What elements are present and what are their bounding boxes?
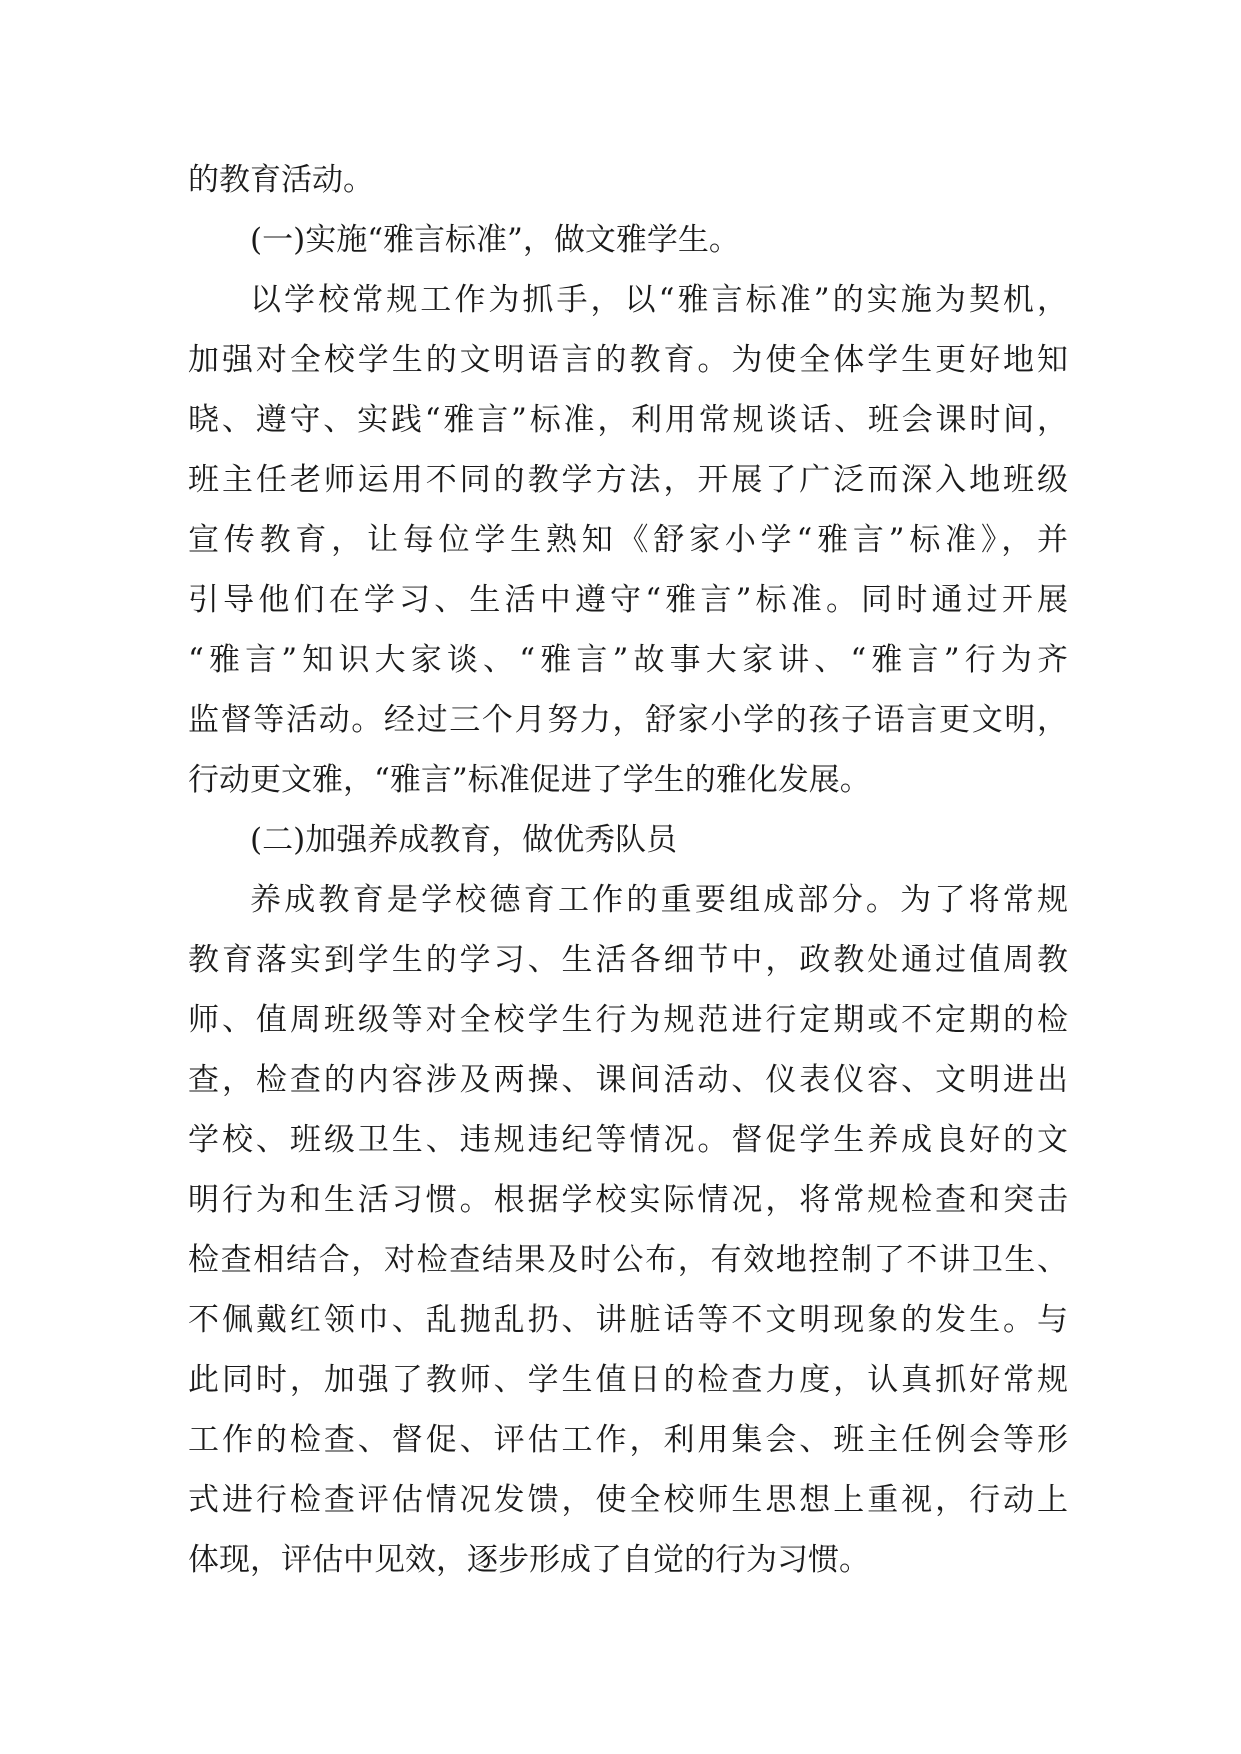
section-heading: (一)实施“雅言标准”，做文雅学生。 [250,222,740,258]
text-line: 此同时，加强了教师、学生值日的检查力度，认真抓好常规 [188,1362,1068,1398]
text-line: 监督等活动。经过三个月努力，舒家小学的孩子语言更文明， [188,702,1068,738]
text-line: 学校、班级卫生、违规违纪等情况。督促学生养成良好的文 [188,1122,1068,1158]
text-line: 引导他们在学习、生活中遵守“雅言”标准。同时通过开展 [188,582,1068,618]
text-line: 加强对全校学生的文明语言的教育。为使全体学生更好地知 [188,342,1068,378]
section-heading: (二)加强养成教育，做优秀队员 [250,822,678,858]
text-line: 明行为和生活习惯。根据学校实际情况，将常规检查和突击 [188,1182,1068,1218]
document-body [188,150,1068,1590]
text-line: 的教育活动。 [188,162,374,198]
text-line: 师、值周班级等对全校学生行为规范进行定期或不定期的检 [188,1002,1068,1038]
text-line: 体现，评估中见效，逐步形成了自觉的行为习惯。 [188,1542,870,1578]
text-line: “雅言”知识大家谈、“雅言”故事大家讲、“雅言”行为齐 [188,642,1068,678]
text-line: 查，检查的内容涉及两操、课间活动、仪表仪容、文明进出 [188,1062,1068,1098]
text-line: 检查相结合，对检查结果及时公布，有效地控制了不讲卫生、 [188,1242,1068,1278]
text-line: 行动更文雅，“雅言”标准促进了学生的雅化发展。 [188,762,871,798]
text-line: 教育落实到学生的学习、生活各细节中，政教处通过值周教 [188,942,1068,978]
text-line: 式进行检查评估情况发馈，使全校师生思想上重视，行动上 [188,1482,1068,1518]
text-line: 不佩戴红领巾、乱抛乱扔、讲脏话等不文明现象的发生。与 [188,1302,1068,1338]
text-line: 以学校常规工作为抓手，以“雅言标准”的实施为契机， [250,282,1068,318]
text-line: 晓、遵守、实践“雅言”标准，利用常规谈话、班会课时间， [188,402,1068,438]
text-line: 班主任老师运用不同的教学方法，开展了广泛而深入地班级 [188,462,1068,498]
text-line: 工作的检查、督促、评估工作，利用集会、班主任例会等形 [188,1422,1068,1458]
text-line: 养成教育是学校德育工作的重要组成部分。为了将常规 [250,882,1068,918]
text-line: 宣传教育，让每位学生熟知《舒家小学“雅言”标准》，并 [188,522,1068,558]
